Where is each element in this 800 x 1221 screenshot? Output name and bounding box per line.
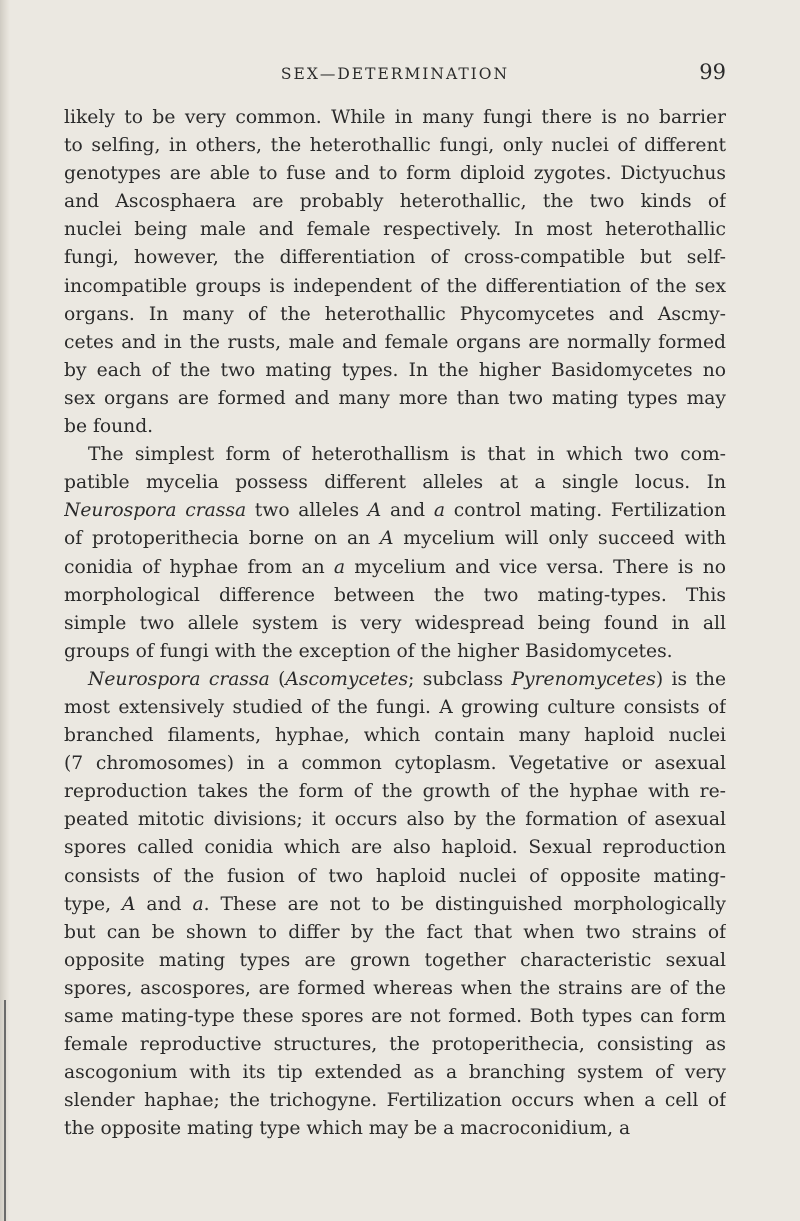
text-segment: ascogonium with its tip extended as a branching system of very: [64, 1062, 726, 1084]
text-segment: consists of the fusion of two haploid nuclei of opposite mating-: [64, 865, 726, 887]
text-segment: ; subclass: [408, 668, 512, 690]
text-segment: two alleles: [246, 500, 368, 522]
text-segment: branched filaments, hyphae, which contain many haploid nuclei: [64, 725, 726, 747]
italic-text: Pyrenomycetes: [511, 668, 656, 690]
paragraph: [64, 441, 726, 666]
text-segment: opposite mating types are grown together characteristic sexual: [64, 949, 726, 971]
text-segment: but can be shown to differ by the fact that when two strains of: [64, 921, 726, 943]
text-line: [64, 132, 726, 160]
text-segment: and Ascosphaera are probably heterothallic, the two kinds of: [64, 191, 726, 213]
text-line: [64, 160, 726, 188]
text-segment: control mating. Fertilization: [445, 500, 726, 522]
text-segment: be found.: [64, 416, 154, 438]
text-segment: (: [269, 668, 286, 690]
running-head: [64, 60, 726, 92]
text-line: [64, 385, 726, 413]
text-segment: groups of fungi with the exception of the higher Basidomycetes.: [64, 640, 673, 662]
text-segment: genotypes are able to fuse and to form diploid zygotes. Dictyuchus: [64, 163, 726, 185]
text-segment: . These are not to be distinguished morphologically: [203, 893, 726, 915]
italic-text: Neurospora crassa: [88, 668, 270, 690]
text-segment: organs. In many of the heterothallic Phycomycetes and Ascmy-: [64, 303, 726, 325]
text-line: [64, 834, 726, 862]
text-line: [64, 357, 726, 385]
italic-text: a: [333, 556, 346, 578]
text-line: [64, 554, 726, 582]
text-segment: spores, ascospores, are formed whereas when the strains are of the: [64, 977, 726, 999]
text-line: [64, 638, 726, 666]
text-segment: and: [381, 500, 434, 522]
text-segment: most extensively studied of the fungi. A growing culture consists of: [64, 696, 726, 718]
text-segment: incompatible groups is independent of the differentiation of the sex: [64, 275, 726, 297]
text-line: [64, 750, 726, 778]
text-segment: simple two allele system is very widespread being found in all: [64, 612, 726, 634]
text-line: [64, 301, 726, 329]
text-line: [64, 104, 726, 132]
text-segment: spores called conidia which are also haploid. Sexual reproduction: [64, 837, 726, 859]
text-line: [64, 582, 726, 610]
text-line: [64, 216, 726, 244]
text-segment: of protoperithecia borne on an: [64, 528, 380, 550]
text-line: [64, 778, 726, 806]
text-segment: cetes and in the rusts, male and female organs are normally formed: [64, 331, 726, 353]
text-line: [64, 525, 726, 553]
italic-text: Ascomycetes: [285, 668, 409, 690]
body-text: [64, 104, 726, 1143]
text-segment: mycelium will only succeed with: [393, 528, 726, 550]
text-segment: (7 chromosomes) in a common cytoplasm. Vegetative or asexual: [64, 753, 726, 775]
binding-edge-line: [4, 1000, 6, 1221]
italic-text: A: [121, 893, 136, 915]
text-line: [64, 806, 726, 834]
text-segment: patible mycelia possess different alleles at a single locus. In: [64, 472, 726, 494]
italic-text: A: [367, 500, 382, 522]
text-line: [64, 469, 726, 497]
text-line: [64, 863, 726, 891]
paragraph: [64, 666, 726, 1144]
text-line: [64, 244, 726, 272]
text-segment: type,: [64, 893, 122, 915]
text-line: [64, 329, 726, 357]
text-line: [64, 273, 726, 301]
text-segment: ) is the: [655, 668, 726, 690]
text-segment: peated mitotic divisions; it occurs also by the formation of asexual: [64, 809, 726, 831]
text-segment: The simplest form of heterothallism is that in which two com-: [88, 444, 726, 466]
text-line: [64, 975, 726, 1003]
italic-text: a: [433, 500, 446, 522]
italic-text: A: [379, 528, 394, 550]
text-segment: slender haphae; the trichogyne. Fertilization occurs when a cell of: [64, 1090, 726, 1112]
text-line: [64, 722, 726, 750]
text-segment: fungi, however, the differentiation of cross-compatible but self-: [64, 247, 726, 269]
text-segment: conidia of hyphae from an: [64, 556, 334, 578]
page-number: 99: [699, 60, 726, 84]
text-line: [64, 1087, 726, 1115]
text-line: [64, 694, 726, 722]
text-segment: likely to be very common. While in many fungi there is no barrier: [64, 107, 726, 128]
text-segment: sex organs are formed and many more than two mating types may: [64, 387, 726, 409]
text-segment: nuclei being male and female respectively. In most heterothallic: [64, 219, 726, 241]
text-line: [64, 891, 726, 919]
text-segment: female reproductive structures, the protoperithecia, consisting as: [64, 1034, 726, 1056]
italic-text: Neurospora crassa: [64, 500, 247, 522]
text-line: [64, 1059, 726, 1087]
text-line: [64, 1115, 726, 1143]
text-segment: to selfing, in others, the heterothallic fungi, only nuclei of different: [64, 135, 726, 157]
text-segment: the opposite mating type which may be a macroconidium, a: [64, 1118, 631, 1140]
paragraph: [64, 104, 726, 441]
text-segment: same mating-type these spores are not formed. Both types can form: [64, 1006, 726, 1027]
text-line: [64, 413, 726, 441]
text-line: [64, 188, 726, 216]
text-segment: mycelium and vice versa. There is no: [345, 556, 726, 578]
text-segment: by each of the two mating types. In the higher Basidomycetes no: [64, 359, 726, 381]
running-head-title: SEX—DETERMINATION: [280, 65, 510, 83]
text-line: [64, 1031, 726, 1059]
text-line: [64, 1003, 726, 1031]
text-line: [64, 919, 726, 947]
text-segment: morphological difference between the two mating-types. This: [64, 584, 726, 606]
text-line: [64, 610, 726, 638]
text-segment: and: [135, 893, 193, 915]
text-line: [64, 441, 726, 469]
text-segment: reproduction takes the form of the growth of the hyphae with re-: [64, 781, 726, 803]
text-line: [64, 666, 726, 694]
italic-text: a: [192, 893, 204, 915]
text-line: [64, 497, 726, 525]
text-line: [64, 947, 726, 975]
